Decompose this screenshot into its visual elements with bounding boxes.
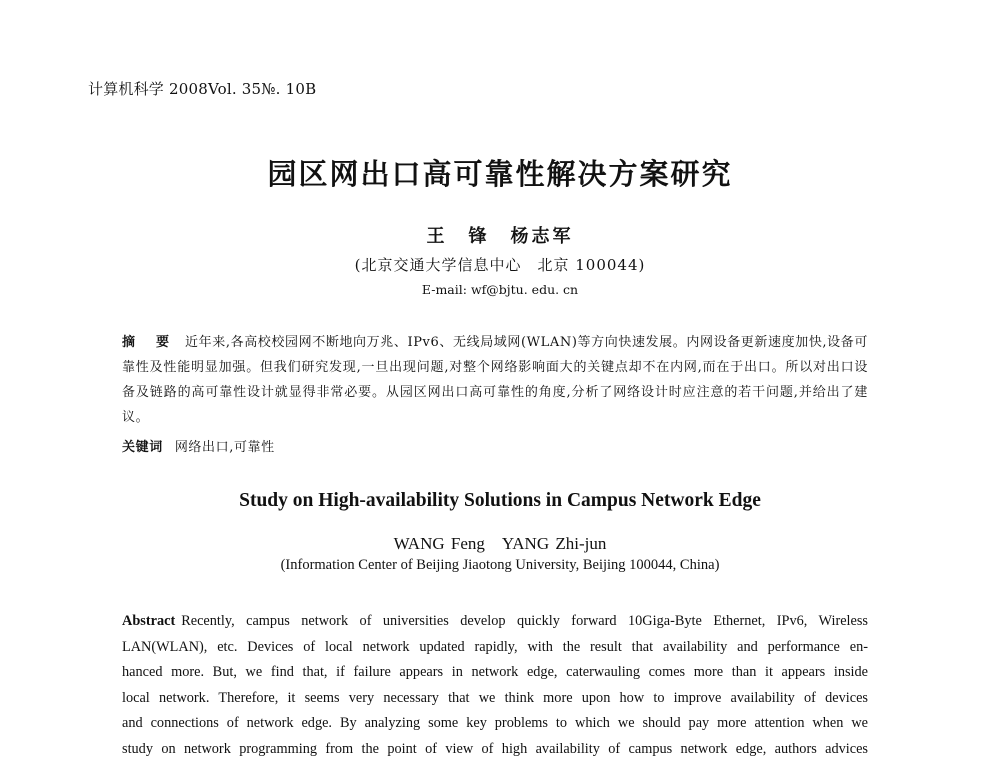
abstract-cn-text: 近年来,各高校校园网不断地向万兆、IPv6、无线局域网(WLAN)等方向快速发展。内网设备更新速度加快,设备可靠性及性能明显加强。但我们研究发现,一旦出现问题,对整个网络影响面大的关键点却不在内网,而在于出口。所以对出口设备及链路的高可靠性设计就显得非常必要。从园区网出口高可靠性的角度,分析了网络设计时应注意的若干问题,并给出了建议。 <box>122 335 868 425</box>
keywords-cn-label: 关键词 <box>122 440 163 455</box>
abstract-en-label: Abstract <box>122 613 175 629</box>
keywords-cn-text: 网络出口,可靠性 <box>175 440 275 455</box>
abstract-en-line: local network. Therefore, it seems very necessary that we think more upon how to improve availability of devices <box>122 686 868 712</box>
authors-cn: 王 锋 杨志军 <box>0 222 1000 248</box>
paper-title-en: Study on High-availability Solutions in Campus Network Edge <box>0 490 1000 512</box>
abstract-en-line: study on network programming from the point of view of high availability of campus network edge, authors advices <box>122 737 868 762</box>
authors-en: WANG Feng YANG Zhi-jun <box>0 529 1000 554</box>
abstract-en-line: Abstract Recently, campus network of universities develop quickly forward 10Giga-Byte Ethernet, IPv6, Wireless <box>122 609 868 635</box>
abstract-cn <box>122 330 868 430</box>
abstract-en-line: and connections of network edge. By analyzing some key problems to which we should pay more attention when we <box>122 711 868 737</box>
abstract-cn-label: 摘 要 <box>122 335 173 350</box>
author-email: E-mail: wf@bjtu. edu. cn <box>0 282 1000 297</box>
journal-header: 计算机科学 2008Vol. 35№. 10B <box>88 78 316 99</box>
affiliation-en: (Information Center of Beijing Jiaotong University, Beijing 100044, China) <box>0 557 1000 574</box>
abstract-en-line: hanced more. But, we find that, if failure appears in network edge, caterwauling comes more than it appears inside <box>122 660 868 686</box>
abstract-en <box>122 609 868 762</box>
abstract-en-line: LAN(WLAN), etc. Devices of local network updated rapidly, with the result that availability and performance en- <box>122 635 868 661</box>
keywords-cn <box>122 436 275 455</box>
affiliation-cn: (北京交通大学信息中心 北京 100044) <box>0 254 1000 275</box>
paper-title-cn: 园区网出口高可靠性解决方案研究 <box>0 152 1000 193</box>
